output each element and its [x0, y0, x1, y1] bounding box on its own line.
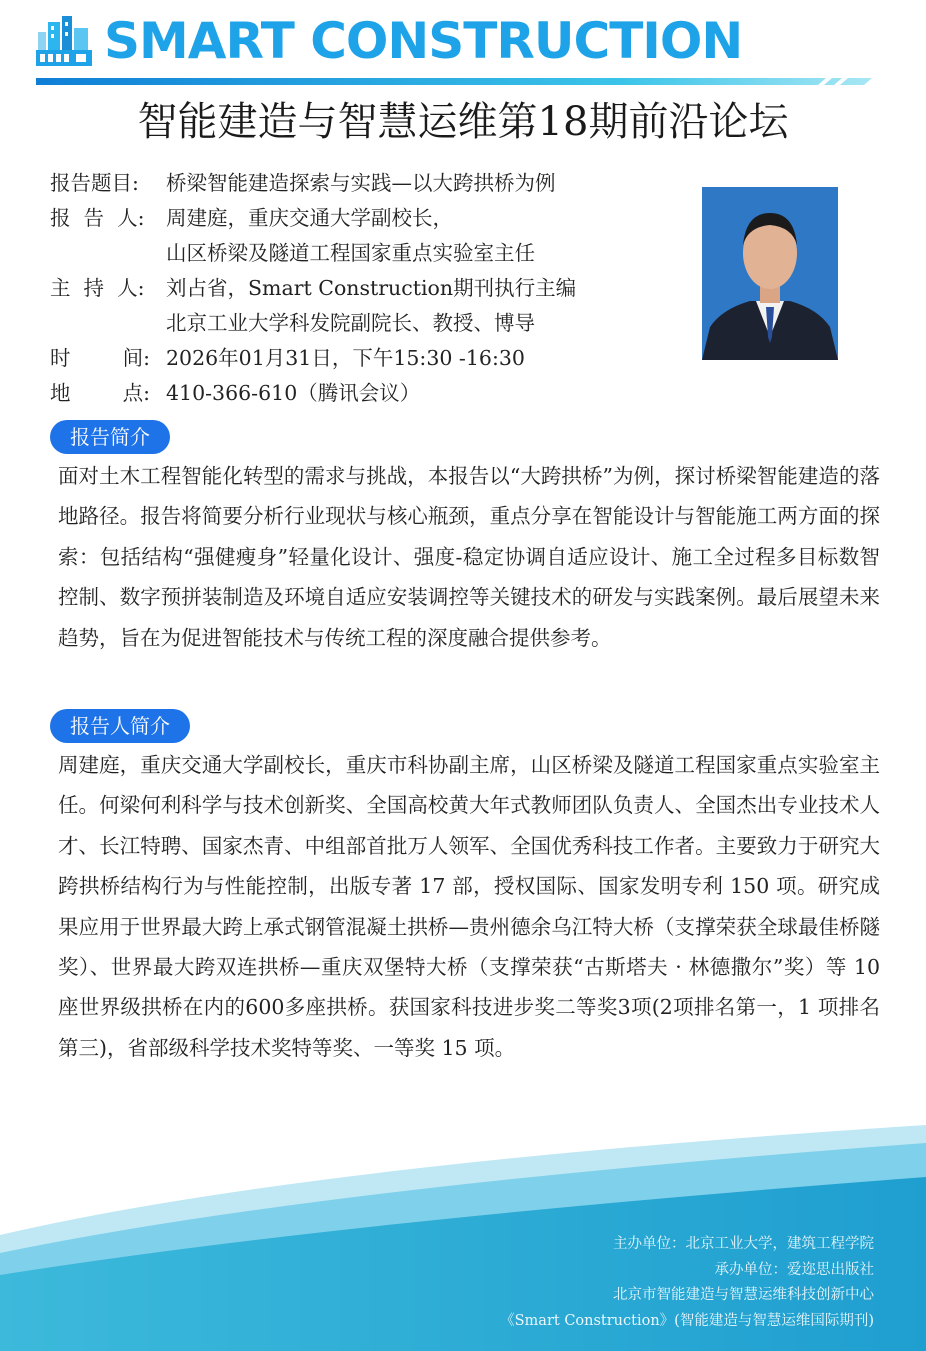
header-divider — [36, 78, 872, 85]
event-info — [50, 166, 670, 411]
brand-wordmark: SMART CONSTRUCTION — [104, 12, 743, 70]
page-title: 智能建造与智慧运维第18期前沿论坛 — [137, 99, 789, 145]
info-label — [50, 306, 166, 341]
brand-logo-icon — [36, 12, 92, 68]
info-label: 报告题目: — [50, 171, 139, 195]
info-row-place — [50, 376, 670, 411]
info-row-topic — [50, 166, 670, 201]
info-value: 410-366-610（腾讯会议） — [166, 381, 421, 405]
info-value: 周建庭，重庆交通大学副校长， — [166, 206, 453, 230]
info-value: 山区桥梁及隧道工程国家重点实验室主任 — [166, 241, 535, 265]
info-row-time — [50, 341, 670, 376]
info-row-speaker-cont — [50, 236, 670, 271]
info-label: 地 点: — [50, 381, 151, 405]
info-label: 主 持 人: — [50, 276, 145, 300]
footer-line: 主办单位：北京工业大学，建筑工程学院 — [613, 1236, 874, 1252]
info-row-speaker — [50, 201, 670, 236]
info-row-host — [50, 271, 670, 306]
footer-line: 北京市智能建造与智慧运维科技创新中心 — [613, 1287, 874, 1303]
footer-line: 《Smart Construction》(智能建造与智慧运维国际期刊) — [500, 1312, 874, 1329]
footer-organizers — [500, 1232, 874, 1334]
info-value: 刘占省，Smart Construction期刊执行主编 — [166, 276, 577, 300]
footer-line: 承办单位：爱迩思出版社 — [714, 1261, 874, 1278]
info-row-host-cont — [50, 306, 670, 341]
info-label — [50, 236, 166, 271]
report-intro-label: 报告简介 — [50, 420, 170, 454]
speaker-intro-label: 报告人简介 — [50, 709, 190, 743]
info-value: 北京工业大学科发院副院长、教授、博导 — [166, 311, 535, 335]
info-label: 时 间: — [50, 346, 151, 370]
speaker-intro-text: 周建庭，重庆交通大学副校长，重庆市科协副主席，山区桥梁及隧道工程国家重点实验室主任。何梁何利科学与技术创新奖、全国高校黄大年式教师团队负责人、全国杰出专业技术人才、长江特聘、国家杰青、中组部首批万人领军、全国优秀科技工作者。主要致力于研究大跨拱桥结构行为与性能控制，出版专著 17 部，授权国际、国家发明专利 150 项。研究成果应用于世界最大跨上承式钢管混凝土拱桥—贵州德余乌江特大桥（支撑荣获全球最佳桥隧奖）、世界最大跨双连拱桥—重庆双堡特大桥（支撑荣获“古斯塔夫 · 林德撒尔”奖）等 10 座世界级拱桥在内的600多座拱桥。获国家科技进步奖二等奖3项(2项排名第一，1 项排名第三)，省部级科学技术奖特等奖、一等奖 15 项。 — [58, 753, 880, 1060]
info-label: 报 告 人: — [50, 206, 145, 230]
speaker-photo — [702, 187, 838, 360]
info-value: 桥梁智能建造探索与实践—以大跨拱桥为例 — [166, 171, 556, 195]
report-intro-text: 面对土木工程智能化转型的需求与挑战，本报告以“大跨拱桥”为例，探讨桥梁智能建造的落地路径。报告将简要分析行业现状与核心瓶颈，重点分享在智能设计与智能施工两方面的探索：包括结构“强健瘦身”轻量化设计、强度-稳定协调自适应设计、施工全过程多目标数智控制、数字预拼装制造及环境自适应安装调控等关键技术的研发与实践案例。最后展望未来趋势，旨在为促进智能技术与传统工程的深度融合提供参考。 — [58, 464, 880, 650]
info-value: 2026年01月31日，下午15:30 -16:30 — [166, 346, 525, 370]
